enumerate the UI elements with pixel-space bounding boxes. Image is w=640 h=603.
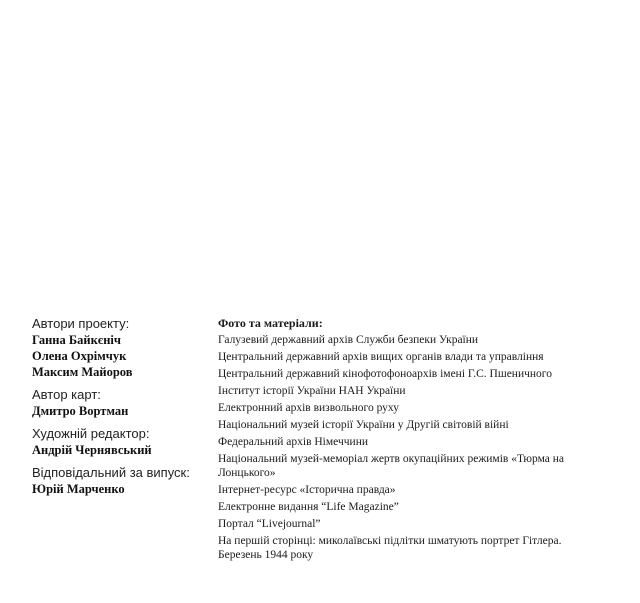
credit-group-project-authors	[32, 315, 202, 380]
source-item: Інститут історії України НАН України	[218, 385, 406, 397]
source-item: Портал “Livejournal”	[218, 518, 321, 530]
credit-group-art-editor	[32, 425, 202, 458]
credit-group-map-author	[32, 386, 202, 419]
credit-role: Відповідальний за випуск:	[32, 465, 190, 480]
source-item: Федеральний архів Німеччини	[218, 436, 368, 448]
source-item: Національний музей-меморіал жертв окупаційних режимів «Тюрма на Лонцького»	[218, 453, 565, 479]
source-item: Центральний державний кінофотофоноархів імені Г.С. Пшеничного	[218, 368, 552, 380]
credit-person: Ганна Байкєніч	[32, 333, 121, 347]
credit-person: Юрій Марченко	[32, 482, 125, 496]
materials-column	[218, 315, 593, 565]
credit-person: Олена Охрімчук	[32, 349, 127, 363]
credits-column	[32, 315, 202, 503]
credit-person: Максим Майоров	[32, 365, 133, 379]
source-item: Національний музей історії України у Другій світовій війні	[218, 419, 509, 431]
source-item: Інтернет-ресурс «Історична правда»	[218, 484, 396, 496]
source-item: Електронне видання “Life Magazine”	[218, 501, 399, 513]
credit-person: Дмитро Вортман	[32, 404, 129, 418]
cover-caption: На першій сторінці: миколаївські підлітки шматують портрет Гітлера. Березень 1944 року	[218, 535, 562, 561]
source-item: Галузевий державний архів Служби безпеки України	[218, 334, 479, 346]
source-item: Електронний архів визвольного руху	[218, 402, 399, 414]
credit-person: Андрій Чернявський	[32, 443, 152, 457]
materials-heading: Фото та матеріали:	[218, 316, 323, 330]
source-item: Центральний державний архів вищих органів влади та управління	[218, 351, 544, 363]
credit-role: Автор карт:	[32, 387, 101, 402]
credit-role: Автори проекту:	[32, 316, 130, 331]
credit-group-responsible	[32, 464, 202, 497]
credit-role: Художній редактор:	[32, 426, 150, 441]
